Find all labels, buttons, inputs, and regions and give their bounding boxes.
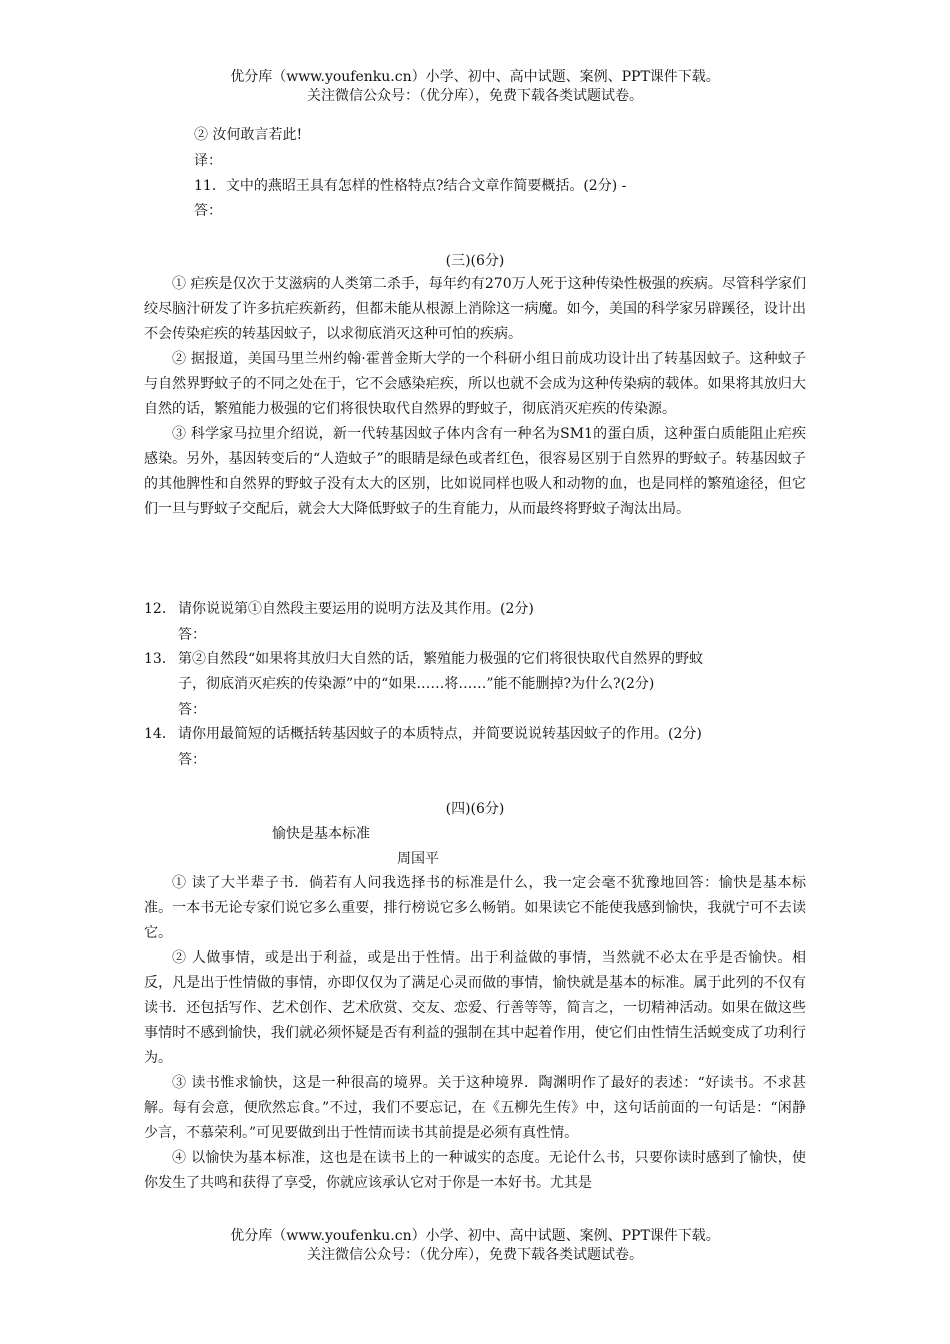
paragraph: ③ 科学家马拉里介绍说，新一代转基因蚊子体内含有一种名为SM1的蛋白质，这种蛋白质能阻止疟疾感染。另外，基因转变后的“人造蚊子”的眼睛是绿色或者红色，很容易区别于自然界的野蚊子。转基因蚊子的其他脾性和自然界的野蚊子没有太大的区别，比如说同样也吸人和动物的血，也是同样的繁殖途径，但它们一旦与野蚊子交配后，就会大大降低野蚊子的生育能力，从而最终将野蚊子淘汰出局。: [144, 426, 806, 517]
answer-14: 答：: [178, 752, 206, 768]
answer-11: 答：: [194, 203, 222, 219]
question-text-continued: 子，彻底消灭疟疾的传染源”中的“如果……将……”能不能删掉?为什么?(2分): [178, 676, 655, 692]
question-text: 请你说说第①自然段主要运用的说明方法及其作用。(2分): [178, 601, 534, 617]
question-14: [144, 722, 806, 747]
article-title: 愉快是基本标准: [272, 826, 370, 842]
question-number: 14．: [144, 726, 176, 742]
section-4-passage: [144, 871, 806, 1196]
answer-12: 答：: [178, 627, 206, 643]
question-13: [144, 647, 806, 697]
paragraph: ④ 以愉快为基本标准，这也是在读书上的一种诚实的态度。无论什么书，只要你读时感到了愉快，使你发生了共鸣和获得了享受，你就应该承认它对于你是一本好书。尤其是: [144, 1150, 806, 1191]
article-author: 周国平: [397, 851, 439, 867]
paragraph: ① 读了大半辈子书．倘若有人问我选择书的标准是什么，我一定会毫不犹豫地回答：愉快是基本标准。一本书无论专家们说它多么重要，排行榜说它多么畅销。如果读它不能使我感到愉快，我就宁可不去读它。: [144, 875, 806, 941]
section-4-title: (四)(6分): [445, 801, 505, 817]
paragraph: ② 据报道，美国马里兰州约翰·霍普金斯大学的一个科研小组日前成功设计出了转基因蚊子。这种蚊子与自然界野蚊子的不同之处在于，它不会感染疟疾，所以也就不会成为这种传染病的载体。如果将其放归大自然的话，繁殖能力极强的它们将很快取代自然界的野蚊子，彻底消灭疟疾的传染源。: [144, 351, 806, 417]
section-3-title: (三)(6分): [445, 253, 505, 269]
footer-line-1: 优分库（www.youfenku.cn）小学、初中、高中试题、案例、PPT课件下载。: [230, 1228, 720, 1244]
question-number: 13．: [144, 651, 176, 667]
footer-line-2: 关注微信公众号：（优分库），免费下载各类试题试卷。: [307, 1247, 643, 1263]
page-footer: [0, 1227, 950, 1265]
header-line-2: 关注微信公众号：（优分库），免费下载各类试题试卷。: [307, 88, 643, 104]
question-text: 请你用最简短的话概括转基因蚊子的本质特点，并简要说说转基因蚊子的作用。(2分): [178, 726, 702, 742]
question-11: 11．文中的燕昭王具有怎样的性格特点?结合文章作简要概括。(2分) -: [194, 178, 627, 194]
header-line-1: 优分库（www.youfenku.cn）小学、初中、高中试题、案例、PPT课件下载。: [230, 69, 720, 85]
item-sentence: ② 汝何敢言若此!: [194, 127, 303, 143]
question-12: [144, 597, 806, 622]
question-text: 第②自然段“如果将其放归大自然的话，繁殖能力极强的它们将很快取代自然界的野蚊: [178, 651, 704, 667]
paragraph: ② 人做事情，或是出于利益，或是出于性情。出于利益做的事情，当然就不必太在乎是否愉快。相反，凡是出于性情做的事情，亦即仅仅为了满足心灵而做的事情，愉快就是基本的标准。属于此列的不仅有读书．还包括写作、艺术创作、艺术欣赏、交友、恋爱、行善等等，简言之，一切精神活动。如果在做这些事情时不感到愉快，我们就必须怀疑是否有利益的强制在其中起着作用，使它们由性情生活蜕变成了功利行为。: [144, 950, 806, 1066]
answer-13: 答：: [178, 702, 206, 718]
paragraph: ③ 读书惟求愉快，这是一种很高的境界。关于这种境界．陶渊明作了最好的表述：“好读书。不求甚解。每有会意，便欣然忘食。”不过，我们不要忘记，在《五柳先生传》中，这句话前面的一句话是：“闲静少言，不慕荣利。”可见要做到出于性情而读书其前提是必须有真性情。: [144, 1075, 806, 1141]
section-3-passage: [144, 272, 806, 522]
paragraph: ① 疟疾是仅次于艾滋病的人类第二杀手，每年约有270万人死于这种传染性极强的疾病。尽管科学家们绞尽脑汁研发了许多抗疟疾新药，但都未能从根源上消除这一病魔。如今，美国的科学家另辟蹊径，设计出不会传染疟疾的转基因蚊子，以求彻底消灭这种可怕的疾病。: [144, 276, 806, 342]
translate-label: 译：: [194, 153, 222, 169]
question-number: 12．: [144, 601, 176, 617]
page-header: [0, 68, 950, 106]
